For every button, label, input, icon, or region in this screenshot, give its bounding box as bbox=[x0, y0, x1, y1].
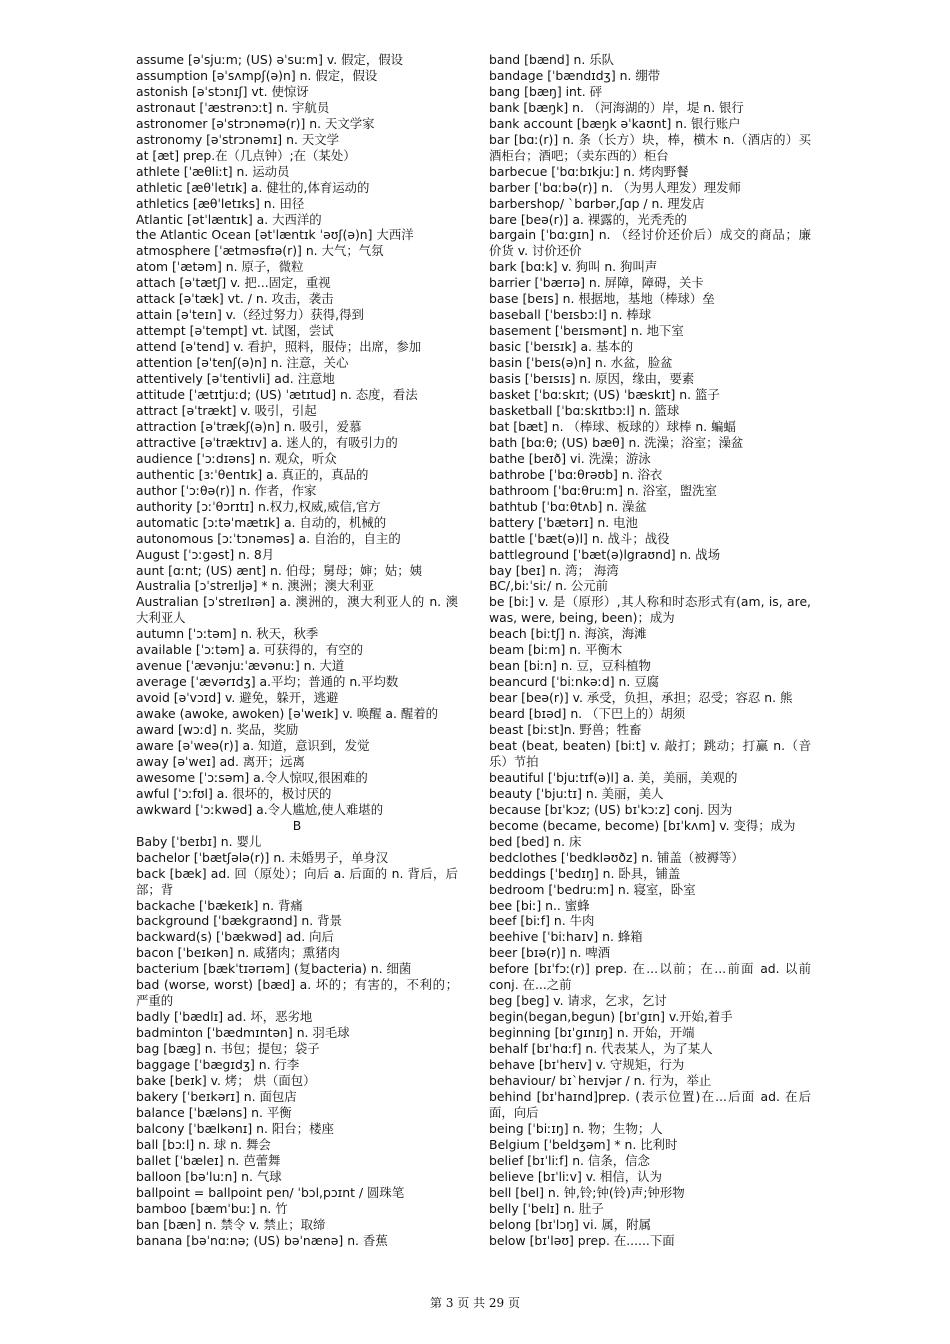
vocab-entry: avenue [ˈævənjuːˈævənuː] n. 大道 bbox=[136, 658, 345, 674]
vocab-entry: BC/,biːˈsiː/ n. 公元前 bbox=[489, 578, 609, 594]
vocab-entry: Australia [ɔˈstreɪljə] * n. 澳洲；澳大利亚 bbox=[136, 578, 375, 594]
vocab-entry: available [ˈɔːtəm] a. 可获得的，有空的 bbox=[136, 642, 364, 658]
vocab-entry: attach [əˈtætʃ] v. 把...固定，重视 bbox=[136, 275, 331, 291]
left-column bbox=[136, 52, 458, 1248]
vocab-entry: awkward [ˈɔːkwəd] a.令人尴尬,使人难堪的 bbox=[136, 801, 384, 817]
vocab-entry: bay [beɪ] n. 湾； 海湾 bbox=[489, 562, 619, 578]
vocab-entry: autumn [ˈɔːtəm] n. 秋天，秋季 bbox=[136, 626, 319, 642]
vocab-entry: basketball [ˈbɑːskɪtbɔːl] n. 篮球 bbox=[489, 402, 680, 418]
vocab-entry: autonomous [ɔːˈtɔnəməs] a. 自治的，自主的 bbox=[136, 530, 401, 546]
vocab-entry: beancurd [ˈbiːnkəːd] n. 豆腐 bbox=[489, 674, 659, 690]
vocab-entry: attain [əˈteɪn] v.（经过努力）获得,得到 bbox=[136, 307, 364, 323]
section-letter: B bbox=[292, 817, 302, 833]
vocab-entry: barber [ˈbɑːbə(r)] n. （为男人理发）理发师 bbox=[489, 179, 741, 195]
vocab-entry: bath [bɑːθ; (US) bæθ] n. 洗澡；浴室；澡盆 bbox=[489, 434, 744, 450]
vocab-entry: belly [ˈbelɪ] n. 肚子 bbox=[489, 1200, 604, 1216]
vocab-entry: the Atlantic Ocean [ətˈlæntɪk ˈəʊʃ(ə)n] 大西洋 bbox=[136, 227, 414, 243]
vocab-entry: below [bɪˈləʊ] prep. 在......下面 bbox=[489, 1232, 675, 1248]
vocab-entry: backward(s) [ˈbækwəd] ad. 向后 bbox=[136, 929, 334, 945]
vocab-entry: Atlantic [ətˈlæntɪk] a. 大西洋的 bbox=[136, 211, 322, 227]
vocab-entry: attentively [əˈtentivli] ad. 注意地 bbox=[136, 371, 335, 387]
vocab-entry: astronomer [əˈstrɔnəmə(r)] n. 天文学家 bbox=[136, 115, 375, 131]
vocab-entry: aunt [ɑːnt; (US) ænt] n. 伯母；舅母；婶；姑；姨 bbox=[136, 562, 423, 578]
vocab-entry: behaviour/ bɪˋheɪvjər / n. 行为，举止 bbox=[489, 1073, 712, 1088]
vocab-entry: bed [bed] n. 床 bbox=[489, 833, 582, 849]
vocab-entry: beach [biːtʃ] n. 海滨，海滩 bbox=[489, 626, 647, 642]
vocab-entry: bedclothes [ˈbedkləʊðz] n. 铺盖（被褥等） bbox=[489, 849, 744, 865]
vocab-entry: astonish [əˈstɔnɪʃ] vt. 使惊讶 bbox=[136, 83, 309, 99]
vocab-entry: beautiful [ˈbjuːtɪf(ə)l] a. 美，美丽，美观的 bbox=[489, 769, 738, 785]
vocab-entry: bathroom [ˈbɑːθruːm] n. 浴室，盥洗室 bbox=[489, 482, 717, 498]
vocab-entry: beginning [bɪˈgɪnɪŋ] n. 开始，开端 bbox=[489, 1025, 695, 1041]
vocab-entry: authentic [ɜːˈθentɪk] a. 真正的，真品的 bbox=[136, 466, 369, 482]
vocab-entry: bank account [bæŋk əˈkaʊnt] n. 银行账户 bbox=[489, 115, 741, 131]
vocab-entry: beast [biːst]n. 野兽；牲畜 bbox=[489, 722, 642, 738]
vocab-entry: Belgium [ˈbeldʒəm] * n. 比利时 bbox=[489, 1136, 678, 1152]
vocab-entry: bad (worse, worst) [bæd] a. 坏的；有害的，不利的；严重的 bbox=[136, 977, 458, 1009]
vocab-entry: ban [bæn] n. 禁令 v. 禁止；取缔 bbox=[136, 1216, 326, 1232]
vocab-entry: attraction [əˈtrækʃ(ə)n] n. 吸引，爱慕 bbox=[136, 418, 362, 434]
vocab-entry: bathrobe [ˈbɑːθrəʊb] n. 浴衣 bbox=[489, 466, 663, 482]
vocab-entry: beehive [ˈbiːhaɪv] n. 蜂箱 bbox=[489, 929, 643, 945]
vocab-entry: bacterium [bækˈtɪərɪəm] (复bacteria) n. 细菌 bbox=[136, 961, 412, 977]
vocab-entry: athletics [æθˈletɪks] n. 田径 bbox=[136, 195, 305, 211]
vocab-entry: bandage [ˈbændɪdʒ] n. 绷带 bbox=[489, 67, 661, 83]
vocab-entry: bedroom [ˈbedruːm] n. 寝室，卧室 bbox=[489, 881, 696, 897]
vocab-entry: ball [bɔːl] n. 球 n. 舞会 bbox=[136, 1136, 271, 1152]
vocab-entry: Australian [ɔˈstreɪlɪən] a. 澳洲的，澳大利亚人的 n. 澳大利亚人 bbox=[136, 594, 458, 626]
vocab-entry: astronomy [əˈstrɔnəmɪ] n. 天文学 bbox=[136, 131, 339, 147]
vocab-entry: atom [ˈætəm] n. 原子，微粒 bbox=[136, 259, 304, 275]
vocab-entry: background [ˈbækgraʊnd] n. 背景 bbox=[136, 913, 342, 929]
vocab-entry: banana [bəˈnɑːnə; (US) bəˈnænə] n. 香蕉 bbox=[136, 1232, 388, 1248]
vocab-entry: balloon [bəˈluːn] n. 气球 bbox=[136, 1168, 282, 1184]
vocab-entry: basis [ˈbeɪsɪs] n. 原因，缘由，要素 bbox=[489, 371, 695, 387]
vocab-entry: bargain [ˈbɑːgɪn] n. （经讨价还价后）成交的商品；廉价货 v. 讨价还价 bbox=[489, 227, 811, 259]
vocab-entry: bat [bæt] n. （棒球、板球的）球棒 n. 蝙蝠 bbox=[489, 418, 736, 434]
vocab-entry: base [beɪs] n. 根据地，基地（棒球）垒 bbox=[489, 291, 715, 307]
vocab-entry: beauty [ˈbjuːtɪ] n. 美丽，美人 bbox=[489, 785, 664, 801]
vocab-entry: bare [beə(r)] a. 裸露的，光秃秃的 bbox=[489, 211, 687, 227]
vocab-entry: award [wɔːd] n. 奖品，奖励 bbox=[136, 722, 299, 738]
vocab-entry: attract [əˈtrækt] v. 吸引，引起 bbox=[136, 402, 317, 418]
vocab-entry: bakery [ˈbeɪkərɪ] n. 面包店 bbox=[136, 1088, 297, 1104]
vocab-entry: balcony [ˈbælkənɪ] n. 阳台；楼座 bbox=[136, 1120, 334, 1136]
vocab-entry: bake [beɪk] v. 烤； 烘（面包） bbox=[136, 1073, 316, 1088]
vocab-entry: bank [bæŋk] n. （河海湖的）岸，堤 n. 银行 bbox=[489, 99, 744, 115]
page-footer: 第 3 页 共 29 页 bbox=[430, 1296, 520, 1310]
vocab-entry: awesome [ˈɔːsəm] a.令人惊叹,很困难的 bbox=[136, 769, 368, 785]
right-column bbox=[489, 52, 811, 1248]
vocab-entry: bathe [beɪð] vi. 洗澡；游泳 bbox=[489, 450, 651, 466]
vocab-entry: aware [əˈweə(r)] a. 知道，意识到，发觉 bbox=[136, 737, 370, 753]
vocab-entry: author [ˈɔːθə(r)] n. 作者，作家 bbox=[136, 482, 317, 498]
vocab-entry: baseball [ˈbeɪsbɔːl] n. 棒球 bbox=[489, 307, 652, 323]
vocab-entry: athletic [æθˈletɪk] a. 健壮的,体育运动的 bbox=[136, 179, 370, 195]
vocab-entry: astronaut [ˈæstrənɔːt] n. 宇航员 bbox=[136, 99, 330, 115]
vocab-entry: because [bɪˈkɔz; (US) bɪˈkɔːz] conj. 因为 bbox=[489, 801, 733, 817]
vocab-entry: automatic [ɔːtəˈmætɪk] a. 自动的，机械的 bbox=[136, 514, 387, 530]
vocab-entry: behave [bɪˈheɪv] v. 守规矩，行为 bbox=[489, 1057, 685, 1073]
vocab-entry: athlete [ˈæθliːt] n. 运动员 bbox=[136, 163, 290, 179]
vocab-entry: barrier [ˈbærɪə] n. 屏障，障碍，关卡 bbox=[489, 275, 704, 291]
vocab-entry: backache [ˈbækeɪk] n. 背痛 bbox=[136, 897, 303, 913]
vocab-entry: battle [ˈbæt(ə)l] n. 战斗；战役 bbox=[489, 530, 670, 546]
vocab-entry: awful [ˈɔːfʊl] a. 很坏的，极讨厌的 bbox=[136, 785, 332, 801]
vocab-entry: attend [əˈtend] v. 看护，照料，服侍；出席，参加 bbox=[136, 339, 422, 355]
vocab-entry: balance [ˈbæləns] n. 平衡 bbox=[136, 1104, 292, 1120]
vocab-entry: basement [ˈbeɪsmənt] n. 地下室 bbox=[489, 323, 684, 339]
vocab-entry: attack [əˈtæk] vt. / n. 攻击，袭击 bbox=[136, 291, 334, 307]
vocab-entry: bell [bel] n. 钟,铃;钟(铃)声;钟形物 bbox=[489, 1184, 685, 1200]
vocab-entry: beddings [ˈbedɪŋ] n. 卧具，铺盖 bbox=[489, 865, 681, 881]
vocab-entry: attempt [əˈtempt] vt. 试图，尝试 bbox=[136, 323, 334, 339]
vocab-entry: basic [ˈbeɪsɪk] a. 基本的 bbox=[489, 339, 634, 355]
vocab-entry: battery [ˈbætərɪ] n. 电池 bbox=[489, 514, 638, 530]
vocab-entry: attitude [ˈætɪtjuːd; (US) ˈætɪtud] n. 态度，看法 bbox=[136, 387, 418, 403]
vocab-entry: bean [biːn] n. 豆，豆科植物 bbox=[489, 658, 651, 674]
vocab-entry: bathtub [ˈbɑːθtʌb] n. 澡盆 bbox=[489, 498, 647, 514]
vocab-entry: avoid [əˈvɔɪd] v. 避免，躲开，逃避 bbox=[136, 690, 339, 706]
vocab-entry: barbecue [ˈbɑːbɪkjuː] n. 烤肉野餐 bbox=[489, 163, 689, 179]
vocab-entry: bear [beə(r)] v. 承受，负担，承担；忍受；容忍 n. 熊 bbox=[489, 690, 793, 706]
vocab-entry: badly [ˈbædlɪ] ad. 坏，恶劣地 bbox=[136, 1009, 313, 1025]
vocab-entry: bamboo [bæmˈbuː] n. 竹 bbox=[136, 1200, 288, 1216]
vocab-entry: awake (awoke, awoken) [əˈweɪk] v. 唤醒 a. 醒着的 bbox=[136, 706, 439, 722]
vocab-entry: bark [bɑːk] v. 狗叫 n. 狗叫声 bbox=[489, 259, 658, 275]
vocab-entry: barbershop/ ˋbɑrbər,ʃɑp / n. 理发店 bbox=[489, 195, 705, 211]
vocab-entry: become (became, become) [bɪˈkʌm] v. 变得；成为 bbox=[489, 817, 796, 833]
vocab-entry: beat (beat, beaten) [biːt] v. 敲打；跳动；打赢 n.（音乐）节拍 bbox=[489, 737, 811, 769]
vocab-entry: bag [bæg] n. 书包；提包；袋子 bbox=[136, 1041, 320, 1057]
vocab-entry: bar [bɑː(r)] n. 条（长方）块，棒，横木 n.（酒店的）买酒柜台；酒吧；（卖东西的）柜台 bbox=[489, 131, 811, 163]
vocab-entry: atmosphere [ˈætməsfɪə(r)] n. 大气；气氛 bbox=[136, 243, 384, 259]
vocab-entry: begin(began,begun) [bɪˈgɪn] v.开始,着手 bbox=[489, 1009, 733, 1025]
vocab-entry: average [ˈævərɪdʒ] a.平均；普通的 n.平均数 bbox=[136, 674, 399, 690]
vocab-entry: badminton [ˈbædmɪntən] n. 羽毛球 bbox=[136, 1025, 350, 1041]
vocab-entry: battleground [ˈbæt(ə)lgraʊnd] n. 战场 bbox=[489, 546, 721, 562]
vocab-entry: back [bæk] ad. 回（原处）；向后 a. 后面的 n. 背后，后部；背 bbox=[136, 865, 458, 897]
vocab-entry: beg [beg] v. 请求，乞求，乞讨 bbox=[489, 993, 667, 1009]
vocab-entry: baggage [ˈbægɪdʒ] n. 行李 bbox=[136, 1057, 300, 1073]
vocab-entry: believe [bɪˈliːv] v. 相信，认为 bbox=[489, 1168, 662, 1184]
vocab-entry: authority [ɔːˈθɔrɪtɪ] n.权力,权威,威信,官方 bbox=[136, 498, 381, 514]
vocab-entry: before [bɪˈfɔː(r)] prep. 在...以前；在...前面 ad. 以前 conj. 在...之前 bbox=[489, 961, 811, 993]
vocab-entry: assumption [əˈsʌmpʃ(ə)n] n. 假定，假设 bbox=[136, 67, 378, 83]
vocab-entry: being [ˈbiːɪŋ] n. 物；生物；人 bbox=[489, 1120, 663, 1136]
vocab-entry: belong [bɪˈlɔŋ] vi. 属，附属 bbox=[489, 1216, 651, 1232]
vocab-entry: beef [biːf] n. 牛肉 bbox=[489, 913, 595, 929]
vocab-entry: beer [bɪə(r)] n. 啤酒 bbox=[489, 945, 611, 961]
vocab-entry: ballpoint = ballpoint pen/ ˈbɔl,pɔɪnt / 圆珠笔 bbox=[136, 1184, 405, 1200]
vocab-entry: attractive [əˈtræktɪv] a. 迷人的，有吸引力的 bbox=[136, 434, 398, 450]
vocab-entry: behind [bɪˈhaɪnd]prep. (表示位置)在...后面 ad. 在后面，向后 bbox=[489, 1088, 811, 1120]
vocab-entry: at [æt] prep.在（几点钟）;在（某处） bbox=[136, 147, 356, 163]
vocab-entry: basin [ˈbeɪs(ə)n] n. 水盆，脸盆 bbox=[489, 355, 673, 371]
vocab-entry: belief [bɪˈliːf] n. 信条，信念 bbox=[489, 1152, 650, 1168]
vocab-entry: Baby [ˈbeɪbɪ] n. 婴儿 bbox=[136, 833, 262, 849]
vocab-entry: band [bænd] n. 乐队 bbox=[489, 52, 614, 67]
vocab-entry: bacon [ˈbeɪkən] n. 咸猪肉；熏猪肉 bbox=[136, 945, 340, 961]
vocab-entry: August [ˈɔːgəst] n. 8月 bbox=[136, 546, 275, 562]
vocab-entry: behalf [bɪˈhɑːf] n. 代表某人，为了某人 bbox=[489, 1041, 713, 1057]
vocab-entry: bang [bæŋ] int. 砰 bbox=[489, 83, 603, 99]
vocab-entry: attention [əˈtenʃ(ə)n] n. 注意，关心 bbox=[136, 355, 349, 371]
vocab-entry: assume [əˈsjuːm; (US) əˈsuːm] v. 假定，假设 bbox=[136, 52, 404, 67]
vocab-entry: ballet [ˈbæleɪ] n. 芭蕾舞 bbox=[136, 1152, 281, 1168]
vocab-entry: basket [ˈbɑːskɪt; (US) ˈbæskɪt] n. 篮子 bbox=[489, 387, 720, 403]
vocab-entry: beard [bɪəd] n. （下巴上的）胡须 bbox=[489, 706, 686, 722]
vocab-entry: bachelor [ˈbætʃələ(r)] n. 未婚男子，单身汉 bbox=[136, 849, 389, 865]
vocab-entry: bee [biː] n.. 蜜蜂 bbox=[489, 897, 590, 913]
vocab-entry: be [biː] v. 是（原形）,其人称和时态形式有(am, is, are, was, were, being, been)；成为 bbox=[489, 594, 811, 626]
vocab-entry: audience [ˈɔːdɪəns] n. 观众，听众 bbox=[136, 450, 337, 466]
vocab-entry: beam [biːm] n. 平衡木 bbox=[489, 642, 623, 658]
vocab-entry: away [əˈweɪ] ad. 离开；远离 bbox=[136, 753, 305, 769]
